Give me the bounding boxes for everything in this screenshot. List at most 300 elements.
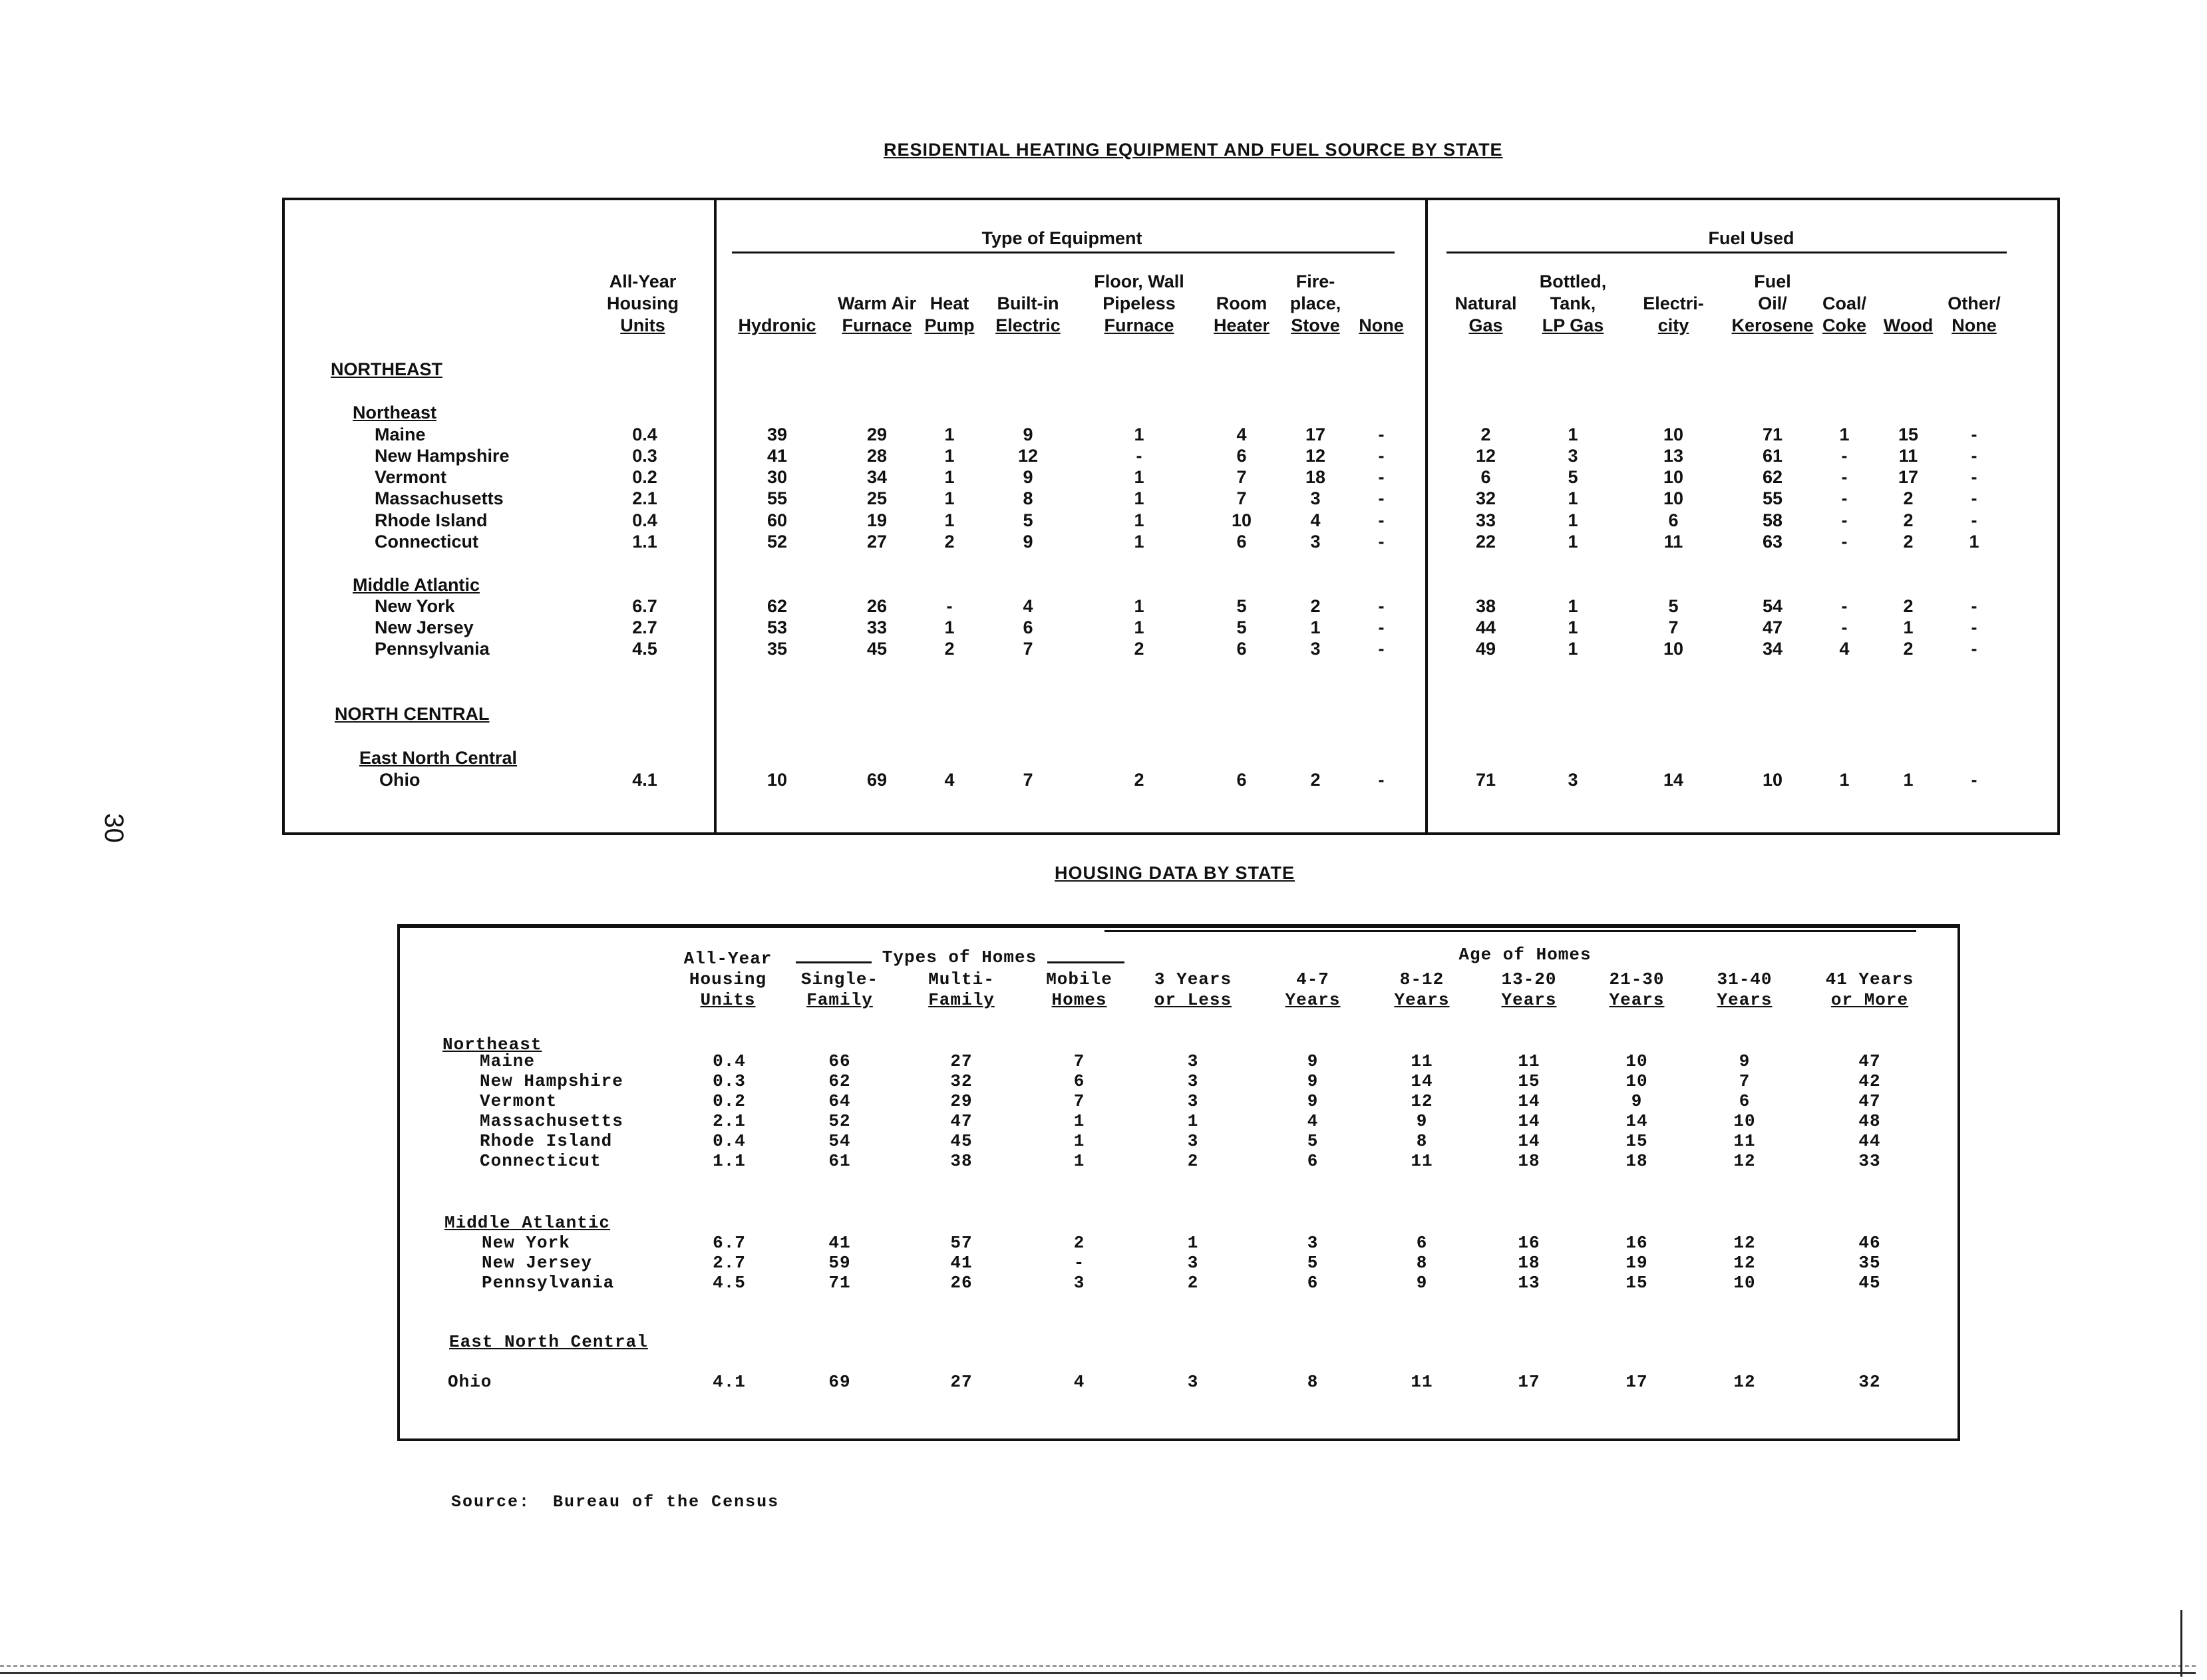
fuel-value: 3 — [1568, 446, 1578, 466]
equipment-value: - — [1378, 532, 1385, 552]
housing-value: 14 — [1411, 1071, 1433, 1091]
types-group-header: Types of Homes — [882, 947, 1037, 967]
equipment-value: 4 — [1023, 596, 1033, 616]
housing-units-value: 2.1 — [713, 1111, 746, 1131]
fuel-value: 12 — [1475, 446, 1496, 466]
housing-value: 71 — [828, 1273, 851, 1293]
fuel-value: 6 — [1480, 467, 1491, 487]
housing-value: 14 — [1518, 1111, 1540, 1131]
equipment-value: 28 — [866, 446, 888, 466]
equipment-value: 6 — [1236, 532, 1247, 552]
fuel-value: 10 — [1663, 467, 1684, 487]
equipment-value: 52 — [766, 532, 788, 552]
state-label: Connecticut — [375, 532, 479, 552]
housing-value: 3 — [1073, 1273, 1085, 1293]
equipment-col-header: Stove — [1291, 315, 1340, 335]
fuel-value: 1 — [1903, 617, 1914, 637]
housing-value: 33 — [1858, 1151, 1881, 1171]
equipment-value: 33 — [866, 617, 888, 637]
housing-value: 15 — [1625, 1131, 1648, 1151]
fuel-value: - — [1841, 510, 1848, 530]
state-label: New York — [482, 1233, 570, 1253]
state-label: New Jersey — [482, 1253, 593, 1273]
housing-value: 27 — [950, 1051, 973, 1071]
equipment-col-header: Hydronic — [738, 315, 816, 335]
equipment-group-header: Type of Equipment — [981, 228, 1142, 248]
fuel-value: 61 — [1762, 446, 1783, 466]
housing-value: 57 — [950, 1233, 973, 1253]
fuel-value: - — [1971, 639, 1977, 659]
units-header-line: Housing — [607, 293, 679, 313]
housing-units-value: 4.5 — [632, 639, 657, 659]
equipment-value: 1 — [944, 510, 955, 530]
equipment-value: - — [1136, 446, 1142, 466]
housing-value: 66 — [828, 1051, 851, 1071]
fuel-value: 5 — [1668, 596, 1679, 616]
housing-value: 4 — [1307, 1111, 1319, 1131]
equipment-col-header: Heater — [1213, 315, 1270, 335]
housing-value: 41 — [950, 1253, 973, 1273]
housing-value: 6 — [1416, 1233, 1428, 1253]
housing-value: 5 — [1307, 1253, 1319, 1273]
age-group-header: Age of Homes — [1458, 945, 1592, 965]
equipment-value: - — [1378, 639, 1385, 659]
equipment-value: 45 — [866, 639, 888, 659]
housing-value: 54 — [828, 1131, 851, 1151]
subregion-middle-atlantic: Middle Atlantic — [444, 1213, 611, 1233]
housing-col-header: Multi- — [928, 969, 995, 989]
fuel-value: 15 — [1898, 424, 1919, 444]
housing-value: 32 — [950, 1071, 973, 1091]
housing-value: 41 — [828, 1233, 851, 1253]
fuel-value: 1 — [1568, 617, 1578, 637]
equipment-value: 1 — [944, 488, 955, 508]
equipment-value: 3 — [1310, 532, 1321, 552]
equipment-value: 29 — [866, 424, 888, 444]
fuel-value: 2 — [1903, 532, 1914, 552]
housing-value: 62 — [828, 1071, 851, 1091]
housing-value: 52 — [828, 1111, 851, 1131]
fuel-value: 1 — [1839, 770, 1850, 790]
housing-col-header: 3 Years — [1154, 969, 1232, 989]
equipment-value: 1 — [1134, 488, 1144, 508]
housing-value: 10 — [1733, 1111, 1756, 1131]
fuel-group-header: Fuel Used — [1708, 228, 1794, 248]
housing-value: 12 — [1411, 1091, 1433, 1111]
fuel-value: 38 — [1475, 596, 1496, 616]
fuel-value: 63 — [1762, 532, 1783, 552]
housing-value: 17 — [1518, 1372, 1540, 1392]
housing-value: 59 — [828, 1253, 851, 1273]
housing-value: 11 — [1411, 1051, 1433, 1071]
state-label: New Hampshire — [480, 1071, 623, 1091]
fuel-value: 11 — [1663, 532, 1683, 552]
equipment-value: 1 — [1134, 467, 1144, 487]
housing-value: 6 — [1307, 1273, 1319, 1293]
housing-col-header: Years — [1285, 990, 1341, 1010]
fuel-value: - — [1841, 617, 1848, 637]
fuel-value: 49 — [1475, 639, 1496, 659]
housing-value: 45 — [950, 1131, 973, 1151]
housing-value: 32 — [1858, 1372, 1881, 1392]
housing-col-header: Years — [1609, 990, 1665, 1010]
equipment-col-header: Electric — [995, 315, 1061, 335]
housing-value: 6 — [1739, 1091, 1751, 1111]
region-north-central: NORTH CENTRAL — [335, 704, 490, 724]
housing-col-header: Years — [1394, 990, 1450, 1010]
fuel-col-header: Kerosene — [1731, 315, 1814, 335]
page-edge-mark — [2180, 1610, 2182, 1677]
fuel-value: 2 — [1903, 510, 1914, 530]
equipment-col-header: Warm Air — [837, 293, 917, 313]
fuel-value: - — [1971, 617, 1977, 637]
equipment-value: - — [1378, 770, 1385, 790]
heating-divider-left — [714, 200, 717, 832]
equipment-value: 9 — [1023, 424, 1033, 444]
state-label: Connecticut — [480, 1151, 601, 1171]
housing-units-value: 2.7 — [713, 1253, 746, 1273]
equipment-value: 2 — [1134, 639, 1144, 659]
housing-col-header: Single- — [800, 969, 879, 989]
state-label: Rhode Island — [375, 510, 488, 530]
fuel-value: 7 — [1668, 617, 1679, 637]
housing-value: 45 — [1858, 1273, 1881, 1293]
fuel-value: - — [1971, 488, 1977, 508]
fuel-value: 10 — [1663, 424, 1684, 444]
housing-value: 38 — [950, 1151, 973, 1171]
fuel-value: - — [1971, 596, 1977, 616]
housing-value: 18 — [1518, 1151, 1540, 1171]
state-label: Massachusetts — [480, 1111, 623, 1131]
state-label: Rhode Island — [480, 1131, 613, 1151]
housing-value: 8 — [1416, 1131, 1428, 1151]
fuel-value: 1 — [1568, 532, 1578, 552]
subregion-northeast: Northeast — [442, 1035, 542, 1055]
housing-col-header: or Less — [1154, 990, 1232, 1010]
equipment-value: 26 — [866, 596, 888, 616]
types-group-rule-left — [796, 961, 872, 963]
state-label: New Hampshire — [375, 446, 510, 466]
equipment-value: 41 — [766, 446, 788, 466]
fuel-value: 17 — [1898, 467, 1919, 487]
housing-value: 64 — [828, 1091, 851, 1111]
fuel-col-header: Coke — [1822, 315, 1867, 335]
housing-value: 3 — [1187, 1253, 1199, 1273]
fuel-value: 10 — [1663, 639, 1684, 659]
equipment-col-header: Heat — [930, 293, 969, 313]
table2-title: HOUSING DATA BY STATE — [1055, 863, 1295, 883]
housing-value: 7 — [1073, 1051, 1085, 1071]
state-label: Vermont — [480, 1091, 558, 1111]
fuel-value: 11 — [1898, 446, 1918, 466]
fuel-value: 1 — [1903, 770, 1914, 790]
fuel-value: 58 — [1762, 510, 1783, 530]
housing-units-value: 0.4 — [632, 510, 657, 530]
state-label: Massachusetts — [375, 488, 504, 508]
equipment-value: 5 — [1236, 617, 1247, 637]
housing-value: 44 — [1858, 1131, 1881, 1151]
page-number: 30 — [98, 813, 128, 843]
equipment-value: 10 — [1231, 510, 1252, 530]
equipment-value: 3 — [1310, 639, 1321, 659]
page-edge-dashed — [0, 1665, 2196, 1667]
equipment-value: 1 — [1134, 617, 1144, 637]
equipment-value: 7 — [1236, 488, 1247, 508]
equipment-value: 1 — [944, 617, 955, 637]
housing-value: 7 — [1739, 1071, 1751, 1091]
units-header-line: All-Year — [609, 271, 677, 291]
housing-col-header: 41 Years — [1825, 969, 1914, 989]
housing-value: 11 — [1411, 1151, 1433, 1171]
housing-value: 29 — [950, 1091, 973, 1111]
equipment-value: 5 — [1236, 596, 1247, 616]
housing-col-header: Years — [1717, 990, 1773, 1010]
fuel-value: - — [1841, 467, 1848, 487]
equipment-value: 12 — [1305, 446, 1326, 466]
equipment-value: 1 — [1134, 424, 1144, 444]
units-header-line: Units — [620, 315, 665, 335]
equipment-col-header: Furnace — [842, 315, 912, 335]
fuel-value: 5 — [1568, 467, 1578, 487]
fuel-value: 71 — [1762, 424, 1783, 444]
equipment-value: 62 — [766, 596, 788, 616]
fuel-col-header: Oil/ — [1758, 293, 1787, 313]
housing-value: 47 — [1858, 1091, 1881, 1111]
fuel-col-header: Gas — [1468, 315, 1503, 335]
equipment-value: 6 — [1236, 446, 1247, 466]
equipment-value: - — [1378, 596, 1385, 616]
equipment-value: - — [1378, 488, 1385, 508]
equipment-value: 2 — [1310, 770, 1321, 790]
fuel-value: 22 — [1475, 532, 1496, 552]
equipment-value: 1 — [944, 446, 955, 466]
equipment-value: - — [1378, 424, 1385, 444]
fuel-value: 4 — [1839, 639, 1850, 659]
housing-value: 10 — [1625, 1071, 1648, 1091]
housing-value: 48 — [1858, 1111, 1881, 1131]
housing-value: 2 — [1187, 1151, 1199, 1171]
equipment-value: 30 — [766, 467, 788, 487]
housing-value: 47 — [950, 1111, 973, 1131]
equipment-value: 7 — [1236, 467, 1247, 487]
equipment-value: 19 — [866, 510, 888, 530]
fuel-col-header: Wood — [1883, 315, 1934, 335]
equipment-group-rule — [732, 252, 1395, 253]
housing-value: 11 — [1733, 1131, 1756, 1151]
equipment-col-header: Furnace — [1104, 315, 1174, 335]
housing-value: 18 — [1625, 1151, 1648, 1171]
housing-value: 15 — [1518, 1071, 1540, 1091]
housing-units-value: 2.1 — [632, 488, 657, 508]
equipment-value: 7 — [1023, 639, 1033, 659]
housing-col-header: 8-12 — [1399, 969, 1444, 989]
subregion-east-north-central: East North Central — [449, 1332, 648, 1352]
equipment-value: 9 — [1023, 467, 1033, 487]
housing-value: 12 — [1733, 1233, 1756, 1253]
housing-value: 9 — [1416, 1273, 1428, 1293]
subregion-middle-atlantic: Middle Atlantic — [353, 575, 480, 595]
equipment-value: 17 — [1305, 424, 1326, 444]
housing-value: 19 — [1625, 1253, 1648, 1273]
housing-value: 3 — [1187, 1051, 1199, 1071]
housing-units-value: 4.1 — [713, 1372, 746, 1392]
equipment-value: 1 — [944, 467, 955, 487]
source-note — [451, 1492, 779, 1512]
housing-units-value: 0.4 — [713, 1051, 746, 1071]
equipment-value: 6 — [1236, 639, 1247, 659]
fuel-value: 6 — [1668, 510, 1679, 530]
housing-value: 12 — [1733, 1253, 1756, 1273]
housing-units-value: 6.7 — [632, 596, 657, 616]
fuel-value: 2 — [1903, 639, 1914, 659]
housing-units-value: 6.7 — [713, 1233, 746, 1253]
housing-value: 27 — [950, 1372, 973, 1392]
state-label: New York — [375, 596, 455, 616]
fuel-value: - — [1841, 532, 1848, 552]
types-group-rule-right — [1047, 961, 1124, 963]
equipment-value: 55 — [766, 488, 788, 508]
equipment-value: 4 — [1310, 510, 1321, 530]
fuel-group-rule — [1446, 252, 2007, 253]
equipment-value: 6 — [1023, 617, 1033, 637]
housing-value: 2 — [1187, 1273, 1199, 1293]
units-header-line: Units — [700, 990, 756, 1010]
housing-value: 5 — [1307, 1131, 1319, 1151]
housing-units-value: 4.5 — [713, 1273, 746, 1293]
housing-value: 14 — [1625, 1111, 1648, 1131]
housing-value: 18 — [1518, 1253, 1540, 1273]
fuel-value: 10 — [1663, 488, 1684, 508]
equipment-value: 10 — [766, 770, 788, 790]
housing-col-header: Homes — [1051, 990, 1107, 1010]
equipment-value: 2 — [1310, 596, 1321, 616]
state-label: Pennsylvania — [482, 1273, 615, 1293]
equipment-value: 1 — [1134, 510, 1144, 530]
equipment-col-header: Pump — [924, 315, 975, 335]
housing-value: 10 — [1625, 1051, 1648, 1071]
equipment-value: 34 — [866, 467, 888, 487]
fuel-value: - — [1971, 770, 1977, 790]
housing-units-value: 0.3 — [632, 446, 657, 466]
fuel-value: 14 — [1663, 770, 1684, 790]
housing-value: 3 — [1307, 1233, 1319, 1253]
housing-value: 12 — [1733, 1151, 1756, 1171]
equipment-value: 69 — [866, 770, 888, 790]
fuel-value: 32 — [1475, 488, 1496, 508]
housing-value: 8 — [1416, 1253, 1428, 1273]
housing-value: 3 — [1187, 1372, 1199, 1392]
housing-value: 1 — [1187, 1111, 1199, 1131]
state-label: Maine — [375, 424, 426, 444]
equipment-value: 27 — [866, 532, 888, 552]
housing-value: 11 — [1411, 1372, 1433, 1392]
fuel-value: 2 — [1903, 596, 1914, 616]
housing-units-value: 1.1 — [632, 532, 657, 552]
fuel-value: 3 — [1568, 770, 1578, 790]
housing-value: 14 — [1518, 1091, 1540, 1111]
equipment-col-header: place, — [1289, 293, 1341, 313]
equipment-col-header: Floor, Wall — [1094, 271, 1184, 291]
units-header-line: All-Year — [683, 949, 772, 969]
equipment-value: 1 — [944, 424, 955, 444]
housing-value: 35 — [1858, 1253, 1881, 1273]
fuel-value: 71 — [1475, 770, 1496, 790]
housing-value: 6 — [1307, 1151, 1319, 1171]
state-label: Pennsylvania — [375, 639, 490, 659]
fuel-value: 1 — [1969, 532, 1979, 552]
housing-units-value: 0.3 — [713, 1071, 746, 1091]
fuel-value: 44 — [1475, 617, 1496, 637]
housing-value: 14 — [1518, 1131, 1540, 1151]
housing-value: 26 — [950, 1273, 973, 1293]
equipment-value: - — [1378, 510, 1385, 530]
state-label: Maine — [480, 1051, 536, 1071]
fuel-col-header: None — [1952, 315, 1997, 335]
fuel-col-header: Natural — [1454, 293, 1517, 313]
age-group-rule — [1104, 930, 1916, 932]
fuel-value: 1 — [1568, 639, 1578, 659]
fuel-value: 1 — [1568, 488, 1578, 508]
equipment-value: 25 — [866, 488, 888, 508]
subregion-northeast: Northeast — [353, 403, 437, 422]
housing-col-header: Family — [928, 990, 995, 1010]
equipment-value: 4 — [944, 770, 955, 790]
equipment-col-header: None — [1359, 315, 1404, 335]
units-header-line: Housing — [689, 969, 767, 989]
fuel-value: 13 — [1663, 446, 1684, 466]
housing-value: 8 — [1307, 1372, 1319, 1392]
equipment-value: 39 — [766, 424, 788, 444]
fuel-value: - — [1841, 446, 1848, 466]
state-label: Ohio — [379, 770, 421, 790]
fuel-value: 33 — [1475, 510, 1496, 530]
housing-value: 2 — [1073, 1233, 1085, 1253]
equipment-value: 60 — [766, 510, 788, 530]
fuel-col-header: LP Gas — [1542, 315, 1604, 335]
fuel-value: 1 — [1568, 510, 1578, 530]
housing-value: 9 — [1307, 1071, 1319, 1091]
equipment-value: - — [946, 596, 953, 616]
equipment-value: - — [1378, 617, 1385, 637]
housing-value: 4 — [1073, 1372, 1085, 1392]
equipment-value: 53 — [766, 617, 788, 637]
source-label: Source: — [451, 1492, 531, 1512]
subregion-east-north-central: East North Central — [359, 748, 518, 768]
housing-value: 47 — [1858, 1051, 1881, 1071]
equipment-value: 1 — [1134, 532, 1144, 552]
source-text: Bureau of the Census — [553, 1492, 780, 1512]
equipment-value: 5 — [1023, 510, 1033, 530]
housing-value: 69 — [828, 1372, 851, 1392]
equipment-value: 9 — [1023, 532, 1033, 552]
housing-units-value: 0.4 — [713, 1131, 746, 1151]
fuel-col-header: city — [1657, 315, 1689, 335]
fuel-value: 2 — [1480, 424, 1491, 444]
housing-value: 3 — [1187, 1131, 1199, 1151]
equipment-value: - — [1378, 446, 1385, 466]
equipment-value: 18 — [1305, 467, 1326, 487]
housing-col-header: Family — [806, 990, 873, 1010]
housing-value: 6 — [1073, 1071, 1085, 1091]
housing-value: 61 — [828, 1151, 851, 1171]
housing-col-header: or More — [1830, 990, 1909, 1010]
housing-value: 9 — [1307, 1051, 1319, 1071]
equipment-value: 6 — [1236, 770, 1247, 790]
fuel-col-header: Other/ — [1948, 293, 2001, 313]
equipment-value: 7 — [1023, 770, 1033, 790]
housing-value: 1 — [1073, 1131, 1085, 1151]
housing-col-header: Years — [1501, 990, 1557, 1010]
